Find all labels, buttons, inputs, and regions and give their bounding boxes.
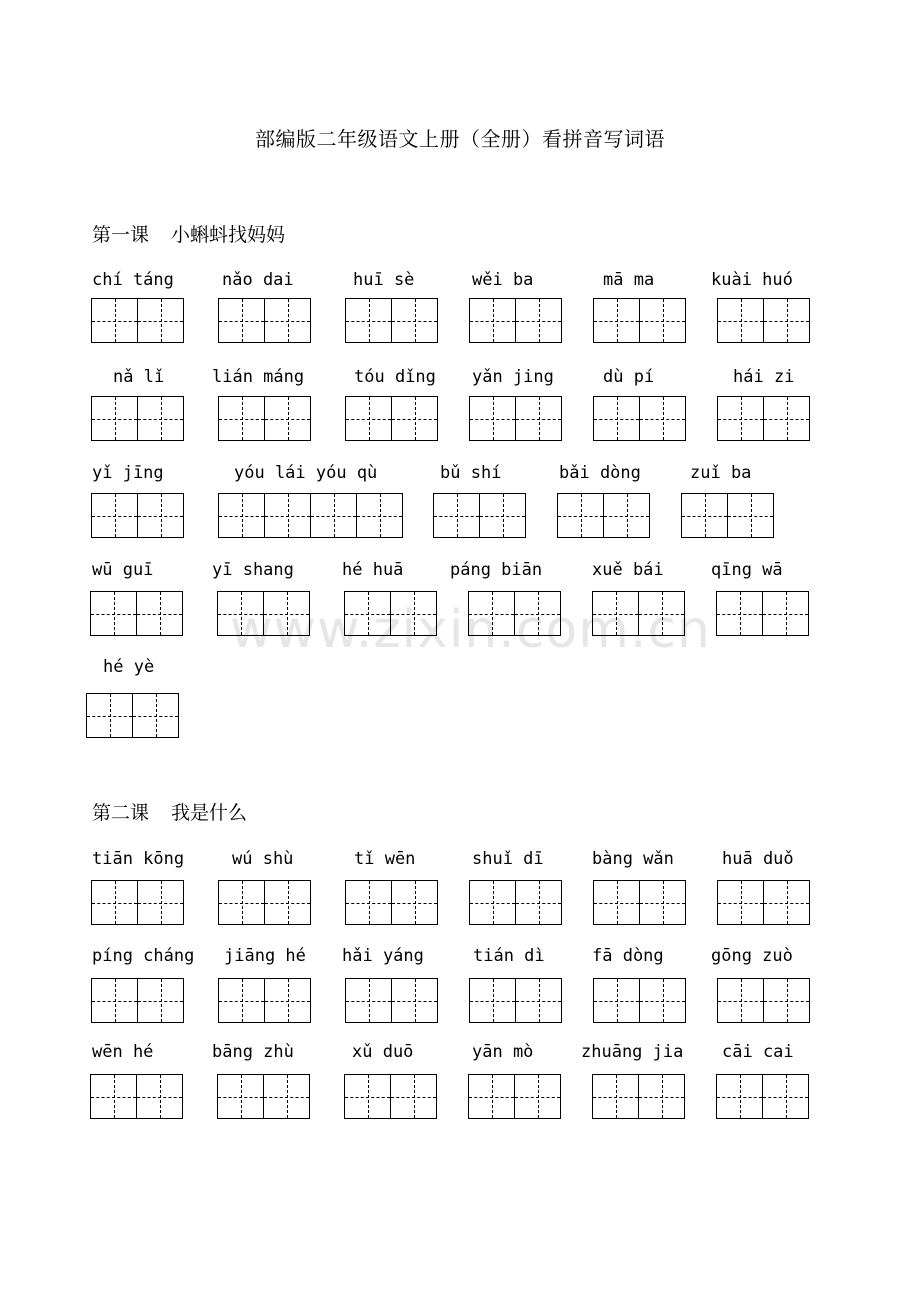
pinyin-label: shuǐ dī: [472, 849, 544, 869]
writing-boxes: [433, 493, 525, 538]
writing-boxes: [218, 880, 310, 925]
tianzige-cell[interactable]: [137, 493, 184, 538]
tianzige-cell[interactable]: [639, 298, 686, 343]
tianzige-cell[interactable]: [217, 1074, 264, 1119]
pinyin-label: tǐ wēn: [354, 849, 416, 869]
pinyin-label: tián dì: [473, 946, 545, 966]
pinyin-label: hé huā: [342, 560, 404, 580]
writing-boxes: [469, 880, 561, 925]
writing-boxes: [91, 298, 183, 343]
tianzige-cell[interactable]: [762, 591, 809, 636]
writing-boxes: [717, 880, 809, 925]
writing-boxes: [217, 1074, 309, 1119]
lesson-name: 小蝌蚪找妈妈: [171, 224, 286, 246]
pinyin-label: hé yè: [103, 657, 155, 677]
tianzige-cell[interactable]: [638, 591, 685, 636]
tianzige-cell[interactable]: [763, 298, 810, 343]
writing-boxes: [345, 396, 437, 441]
page-title: 部编版二年级语文上册（全册）看拼音写词语: [255, 127, 665, 151]
tianzige-cell[interactable]: [593, 978, 640, 1023]
tianzige-cell[interactable]: [345, 396, 392, 441]
tianzige-cell[interactable]: [592, 1074, 639, 1119]
writing-boxes: [345, 880, 437, 925]
pinyin-label: yóu lái yóu qù: [234, 463, 378, 483]
pinyin-label: lián máng: [212, 367, 305, 387]
writing-boxes: [717, 978, 809, 1023]
pinyin-label: mā ma: [603, 270, 655, 290]
tianzige-cell[interactable]: [391, 978, 438, 1023]
tianzige-cell[interactable]: [345, 880, 392, 925]
tianzige-cell[interactable]: [592, 591, 639, 636]
tianzige-cell[interactable]: [91, 880, 138, 925]
tianzige-cell[interactable]: [310, 493, 357, 538]
pinyin-label: kuài huó: [711, 270, 793, 290]
writing-boxes: [218, 493, 402, 538]
writing-boxes: [468, 591, 560, 636]
writing-boxes: [86, 693, 178, 738]
pinyin-label: huā duǒ: [722, 849, 794, 869]
writing-boxes: [90, 1074, 182, 1119]
writing-boxes: [218, 298, 310, 343]
writing-boxes: [593, 880, 685, 925]
writing-boxes: [592, 591, 684, 636]
pinyin-label: bàng wǎn: [592, 849, 674, 869]
pinyin-label: bǔ shí: [440, 463, 502, 483]
pinyin-label: wēn hé: [92, 1042, 154, 1062]
writing-boxes: [91, 493, 183, 538]
pinyin-label: yī shang: [212, 560, 294, 580]
writing-boxes: [218, 978, 310, 1023]
tianzige-cell[interactable]: [468, 591, 515, 636]
pinyin-label: qīng wā: [711, 560, 783, 580]
tianzige-cell[interactable]: [727, 493, 774, 538]
writing-boxes: [717, 396, 809, 441]
pinyin-label: zhuāng jia: [581, 1042, 684, 1062]
tianzige-cell[interactable]: [603, 493, 650, 538]
tianzige-cell[interactable]: [137, 880, 184, 925]
writing-boxes: [91, 978, 183, 1023]
tianzige-cell[interactable]: [391, 880, 438, 925]
tianzige-cell[interactable]: [515, 978, 562, 1023]
tianzige-cell[interactable]: [468, 1074, 515, 1119]
writing-boxes: [344, 591, 436, 636]
tianzige-cell[interactable]: [137, 396, 184, 441]
writing-boxes: [468, 1074, 560, 1119]
tianzige-cell[interactable]: [91, 493, 138, 538]
tianzige-cell[interactable]: [469, 978, 516, 1023]
writing-boxes: [217, 591, 309, 636]
writing-boxes: [469, 298, 561, 343]
pinyin-label: jiāng hé: [224, 946, 306, 966]
pinyin-label: xuě bái: [592, 560, 664, 580]
pinyin-label: bāng zhù: [212, 1042, 294, 1062]
writing-boxes: [593, 298, 685, 343]
writing-boxes: [91, 396, 183, 441]
tianzige-cell[interactable]: [469, 880, 516, 925]
tianzige-cell[interactable]: [593, 298, 640, 343]
tianzige-cell[interactable]: [514, 1074, 561, 1119]
tianzige-cell[interactable]: [264, 298, 311, 343]
tianzige-cell[interactable]: [264, 978, 311, 1023]
tianzige-cell[interactable]: [136, 591, 183, 636]
pinyin-label: bǎi dòng: [559, 463, 641, 483]
tianzige-cell[interactable]: [638, 1074, 685, 1119]
pinyin-label: páng biān: [450, 560, 543, 580]
tianzige-cell[interactable]: [469, 396, 516, 441]
pinyin-label: huī sè: [353, 270, 415, 290]
writing-boxes: [716, 1074, 808, 1119]
pinyin-label: wū guī: [92, 560, 154, 580]
tianzige-cell[interactable]: [218, 298, 265, 343]
tianzige-cell[interactable]: [717, 298, 764, 343]
pinyin-label: zuǐ ba: [690, 463, 752, 483]
tianzige-cell[interactable]: [639, 396, 686, 441]
tianzige-cell[interactable]: [263, 591, 310, 636]
tianzige-cell[interactable]: [557, 493, 604, 538]
tianzige-cell[interactable]: [344, 591, 391, 636]
tianzige-cell[interactable]: [217, 591, 264, 636]
tianzige-cell[interactable]: [136, 1074, 183, 1119]
tianzige-cell[interactable]: [762, 1074, 809, 1119]
lesson-heading: [92, 798, 247, 825]
writing-boxes: [681, 493, 773, 538]
pinyin-label: yǎn jing: [472, 367, 554, 387]
tianzige-cell[interactable]: [137, 298, 184, 343]
pinyin-label: gōng zuò: [711, 946, 793, 966]
tianzige-cell[interactable]: [356, 493, 403, 538]
pinyin-label: chí táng: [92, 270, 174, 290]
writing-boxes: [90, 591, 182, 636]
tianzige-cell[interactable]: [433, 493, 480, 538]
tianzige-cell[interactable]: [90, 1074, 137, 1119]
writing-boxes: [91, 880, 183, 925]
tianzige-cell[interactable]: [218, 978, 265, 1023]
tianzige-cell[interactable]: [716, 591, 763, 636]
tianzige-cell[interactable]: [639, 880, 686, 925]
tianzige-cell[interactable]: [218, 880, 265, 925]
tianzige-cell[interactable]: [132, 693, 179, 738]
pinyin-label: nǎ lǐ: [113, 367, 165, 387]
writing-boxes: [592, 1074, 684, 1119]
pinyin-label: nǎo dai: [222, 270, 294, 290]
tianzige-cell[interactable]: [91, 396, 138, 441]
tianzige-cell[interactable]: [515, 880, 562, 925]
tianzige-cell[interactable]: [515, 298, 562, 343]
tianzige-cell[interactable]: [479, 493, 526, 538]
tianzige-cell[interactable]: [137, 978, 184, 1023]
pinyin-label: hái zi: [733, 367, 795, 387]
writing-boxes: [593, 396, 685, 441]
tianzige-cell[interactable]: [390, 591, 437, 636]
tianzige-cell[interactable]: [515, 396, 562, 441]
tianzige-cell[interactable]: [91, 298, 138, 343]
writing-boxes: [593, 978, 685, 1023]
writing-boxes: [717, 298, 809, 343]
tianzige-cell[interactable]: [717, 880, 764, 925]
tianzige-cell[interactable]: [344, 1074, 391, 1119]
tianzige-cell[interactable]: [391, 396, 438, 441]
writing-boxes: [344, 1074, 436, 1119]
tianzige-cell[interactable]: [716, 1074, 763, 1119]
tianzige-cell[interactable]: [90, 591, 137, 636]
tianzige-cell[interactable]: [390, 1074, 437, 1119]
writing-boxes: [345, 978, 437, 1023]
writing-boxes: [557, 493, 649, 538]
lesson-heading: [92, 220, 285, 247]
writing-boxes: [469, 396, 561, 441]
pinyin-label: xǔ duō: [352, 1042, 414, 1062]
pinyin-label: fā dòng: [592, 946, 664, 966]
pinyin-label: tóu dǐng: [354, 367, 436, 387]
tianzige-cell[interactable]: [593, 396, 640, 441]
pinyin-label: wěi ba: [472, 270, 534, 290]
tianzige-cell[interactable]: [218, 493, 265, 538]
tianzige-cell[interactable]: [639, 978, 686, 1023]
lesson-number: 第二课: [92, 802, 150, 824]
pinyin-label: tiān kōng: [92, 849, 185, 869]
tianzige-cell[interactable]: [391, 298, 438, 343]
tianzige-cell[interactable]: [681, 493, 728, 538]
pinyin-label: hǎi yáng: [342, 946, 424, 966]
tianzige-cell[interactable]: [218, 396, 265, 441]
tianzige-cell[interactable]: [345, 978, 392, 1023]
tianzige-cell[interactable]: [763, 978, 810, 1023]
pinyin-label: cāi cai: [722, 1042, 794, 1062]
tianzige-cell[interactable]: [263, 1074, 310, 1119]
lesson-number: 第一课: [92, 224, 150, 246]
tianzige-cell[interactable]: [763, 396, 810, 441]
pinyin-label: wú shù: [232, 849, 294, 869]
tianzige-cell[interactable]: [717, 396, 764, 441]
pinyin-label: yān mò: [472, 1042, 534, 1062]
lesson-name: 我是什么: [171, 802, 248, 824]
writing-boxes: [716, 591, 808, 636]
watermark: www.zixin.com.cn: [230, 600, 711, 660]
tianzige-cell[interactable]: [514, 591, 561, 636]
tianzige-cell[interactable]: [91, 978, 138, 1023]
tianzige-cell[interactable]: [264, 880, 311, 925]
tianzige-cell[interactable]: [469, 298, 516, 343]
pinyin-label: píng cháng: [92, 946, 195, 966]
writing-boxes: [345, 298, 437, 343]
tianzige-cell[interactable]: [264, 493, 311, 538]
tianzige-cell[interactable]: [763, 880, 810, 925]
tianzige-cell[interactable]: [264, 396, 311, 441]
tianzige-cell[interactable]: [345, 298, 392, 343]
tianzige-cell[interactable]: [86, 693, 133, 738]
pinyin-label: yǐ jīng: [92, 463, 164, 483]
pinyin-label: dù pí: [603, 367, 655, 387]
tianzige-cell[interactable]: [593, 880, 640, 925]
writing-boxes: [218, 396, 310, 441]
writing-boxes: [469, 978, 561, 1023]
tianzige-cell[interactable]: [717, 978, 764, 1023]
